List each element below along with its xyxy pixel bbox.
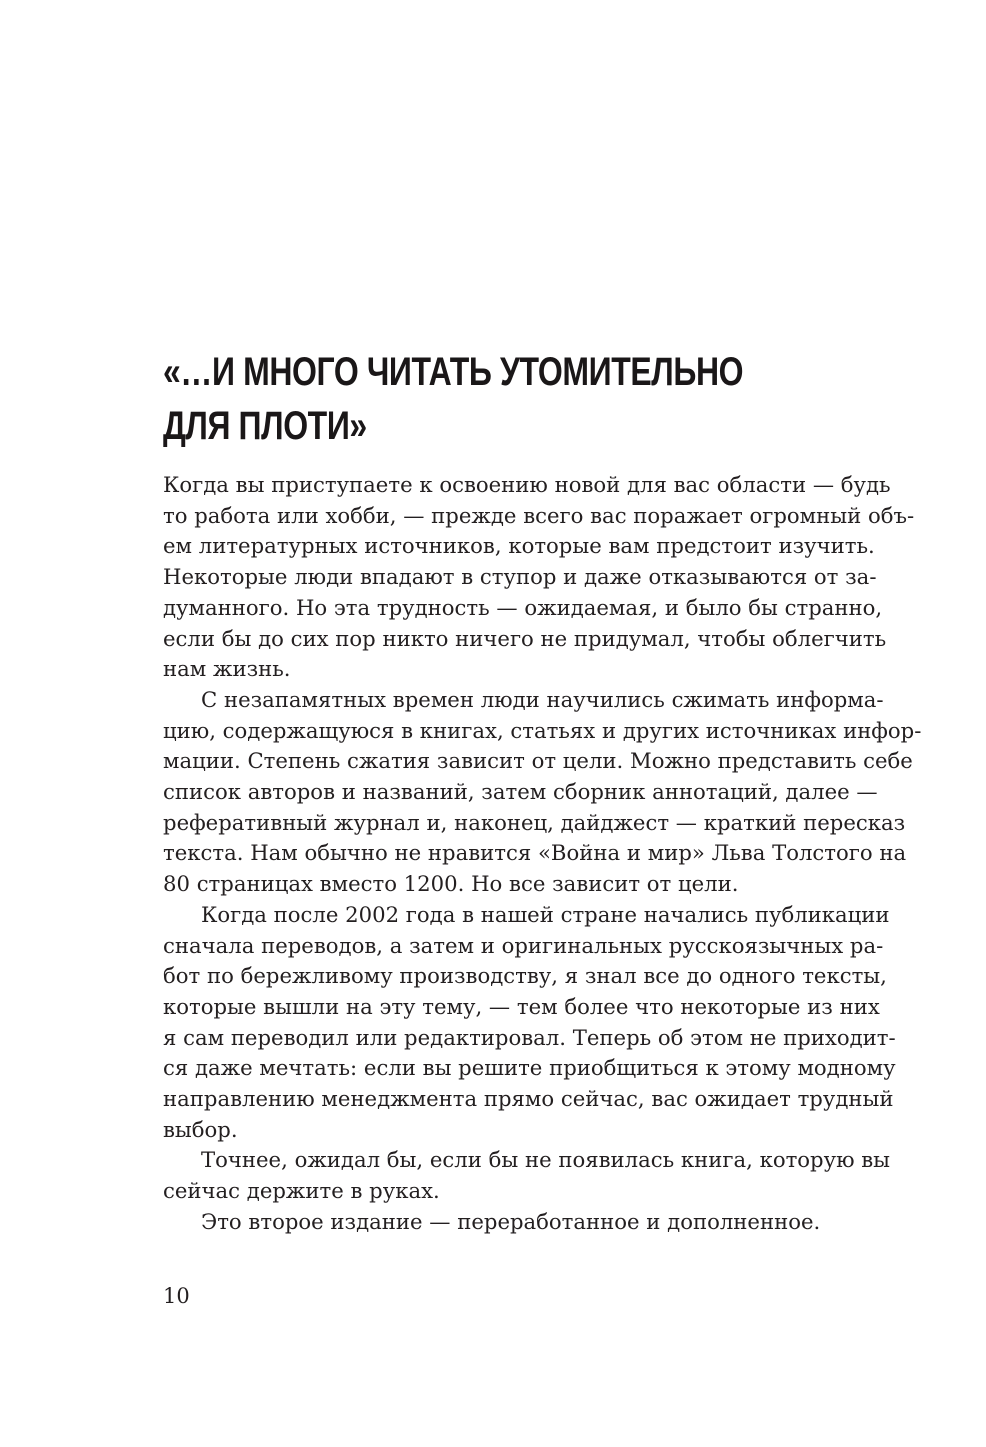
text-line: С незапамятных времен люди научились сжимать информа- bbox=[201, 686, 884, 712]
text-line: которые вышли на эту тему, — тем более что некоторые из них bbox=[163, 993, 880, 1019]
text-line: выбор. bbox=[163, 1116, 238, 1142]
text-line: Когда после 2002 года в нашей стране начались публикации bbox=[201, 901, 890, 927]
text-line: сначала переводов, а затем и оригинальных русскоязычных ра- bbox=[163, 932, 884, 958]
paragraph-5 bbox=[163, 1207, 869, 1238]
text-line: Это второе издание — переработанное и дополненное. bbox=[201, 1208, 821, 1234]
text-line: ся даже мечтать: если вы решите приобщиться к этому модному bbox=[163, 1055, 896, 1081]
text-line: направлению менеджмента прямо сейчас, вас ожидает трудный bbox=[163, 1086, 894, 1112]
text-line: текста. Нам обычно не нравится «Война и мир» Льва Толстого на bbox=[163, 840, 907, 866]
body-text bbox=[163, 470, 922, 1238]
paragraph-1 bbox=[163, 470, 915, 685]
text-line: мации. Степень сжатия зависит от цели. Можно представить себе bbox=[163, 748, 913, 774]
paragraph-4 bbox=[163, 1145, 891, 1206]
text-line: то работа или хобби, — прежде всего вас поражает огромный объ- bbox=[163, 502, 915, 528]
chapter-title bbox=[163, 345, 744, 453]
text-line: бот по бережливому производству, я знал все до одного тексты, bbox=[163, 963, 887, 989]
text-line: если бы до сих пор никто ничего не придумал, чтобы облегчить bbox=[163, 625, 887, 651]
text-line: Когда вы приступаете к освоению новой для вас области — будь bbox=[163, 472, 891, 497]
chapter-title-line: «…И МНОГО ЧИТАТЬ УТОМИТЕЛЬНО bbox=[163, 350, 744, 394]
text-line: я сам переводил или редактировал. Теперь об этом не приходит- bbox=[163, 1024, 896, 1050]
text-line: думанного. Но эта трудность — ожидаемая, и было бы странно, bbox=[163, 594, 883, 620]
page-number: 10 bbox=[163, 1284, 190, 1308]
text-line: Некоторые люди впадают в ступор и даже отказываются от за- bbox=[163, 564, 877, 590]
text-line: список авторов и названий, затем сборник аннотаций, далее — bbox=[163, 779, 878, 805]
paragraph-3 bbox=[163, 900, 896, 1146]
paragraph-2 bbox=[163, 685, 922, 900]
text-line: ем литературных источников, которые вам предстоит изучить. bbox=[163, 533, 875, 559]
text-line: 80 страницах вместо 1200. Но все зависит от цели. bbox=[163, 871, 739, 897]
text-line: нам жизнь. bbox=[163, 656, 291, 682]
chapter-title-line: ДЛЯ ПЛОТИ» bbox=[163, 404, 367, 448]
text-line: сейчас держите в руках. bbox=[163, 1178, 440, 1204]
text-line: цию, содержащуюся в книгах, статьях и других источниках инфор- bbox=[163, 717, 922, 743]
text-line: Точнее, ожидал бы, если бы не появилась книга, которую вы bbox=[201, 1147, 891, 1173]
text-line: реферативный журнал и, наконец, дайджест — краткий пересказ bbox=[163, 809, 906, 835]
